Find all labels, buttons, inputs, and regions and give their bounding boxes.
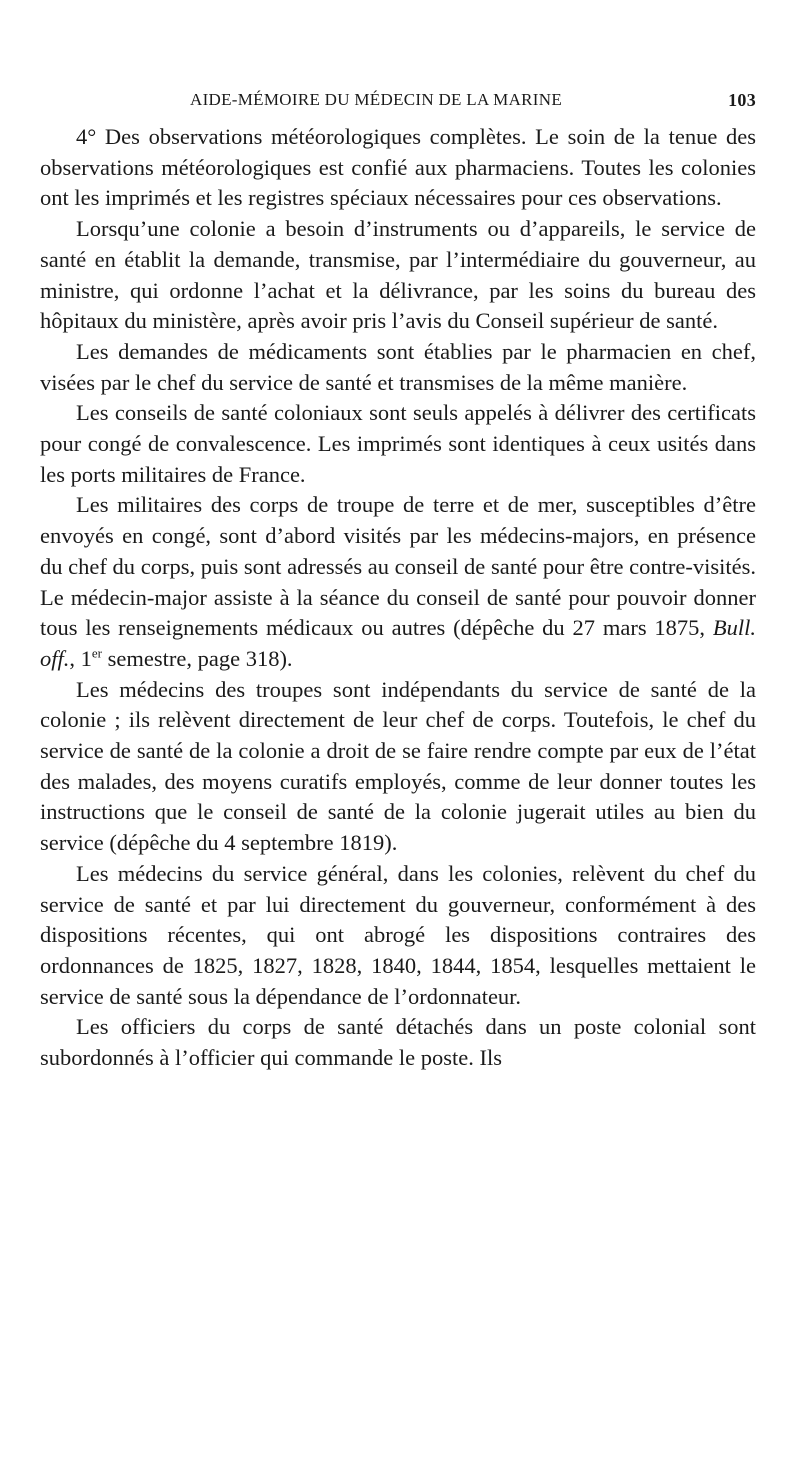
paragraph-5: Les militaires des corps de troupe de terre et de mer, susceptibles d’être envoyés en congé, sont d’abord visités par les médecins-majors, en présence du chef du corps, puis sont adressés au conseil de santé pour être contre-visités. Le médecin-major assiste à la séance du conseil de santé pour pouvoir donner tous les renseignements médicaux ou autres (dépêche du 27 mars 1875, Bull. off., 1er semestre, page 318). — [40, 492, 756, 671]
citation-ordinal-suffix: er — [91, 645, 102, 661]
body-text — [40, 122, 756, 1074]
paragraph-8: Les officiers du corps de santé détachés dans un poste colonial sont subordonnés à l’officier qui commande le poste. Ils — [40, 1014, 756, 1071]
citation-tail: semestre, page 318). — [107, 645, 293, 671]
paragraph-3: Les demandes de médicaments sont établies par le pharmacien en chef, visées par le chef du service de santé et transmises de la même manière. — [40, 338, 756, 395]
paragraph-2: Lorsqu’une colonie a besoin d’instruments ou d’appareils, le service de santé en établit la demande, transmise, par l’intermédiaire du gouverneur, au ministre, qui ordonne l’achat et la délivrance, par les soins du bureau des hôpitaux du ministère, après avoir pris l’avis du Conseil supérieur de santé. — [40, 216, 756, 334]
citation-source: Bull. off. — [40, 615, 756, 671]
paragraph-1: 4° Des observations météorologiques complètes. Le soin de la tenue des observations météorologiques est confié aux pharmaciens. Toutes les colonies ont les imprimés et les registres spéciaux nécessaires pour ces observations. — [40, 124, 756, 211]
paragraph-5-text: Les militaires des corps de troupe de terre et de mer, susceptibles d’être envoyés en congé, sont d’abord visités par les médecins-majors, en présence du chef du corps, puis sont adressés au conseil de santé pour être contre-visités. Le médecin-major assiste à la séance du conseil de santé pour pouvoir donner tous les renseignements médicaux ou autres (dépêche du 27 mars 1875, — [40, 492, 756, 641]
paragraph-4: Les conseils de santé coloniaux sont seuls appelés à délivrer des certificats pour congé de convalescence. Les imprimés sont identiques à ceux usités dans les ports militaires de France. — [40, 400, 756, 487]
running-head — [40, 90, 756, 114]
citation-ordinal: 1 — [80, 645, 92, 671]
paragraph-6: Les médecins des troupes sont indépendants du service de santé de la colonie ; ils relèvent directement de leur chef de corps. Toutefois, le chef du service de santé de la colonie a droit de se faire rendre compte par eux de l’état des malades, des moyens curatifs employés, comme de leur donner toutes les instructions que le conseil de santé de la colonie jugerait utiles au bien du service (dépêche du 4 septembre 1819). — [40, 676, 756, 856]
running-title: AIDE-MÉMOIRE DU MÉDECIN DE LA MARINE — [190, 90, 563, 109]
paragraph-7: Les médecins du service général, dans les colonies, relèvent du chef du service de santé et par lui directement du gouverneur, conformément à des dispositions récentes, qui ont abrogé les dispositions contraires des ordonnances de 1825, 1827, 1828, 1840, 1844, 1854, lesquelles mettaient le service de santé sous la dépendance de l’ordonnateur. — [40, 860, 756, 1009]
page-number: 103 — [728, 90, 756, 110]
